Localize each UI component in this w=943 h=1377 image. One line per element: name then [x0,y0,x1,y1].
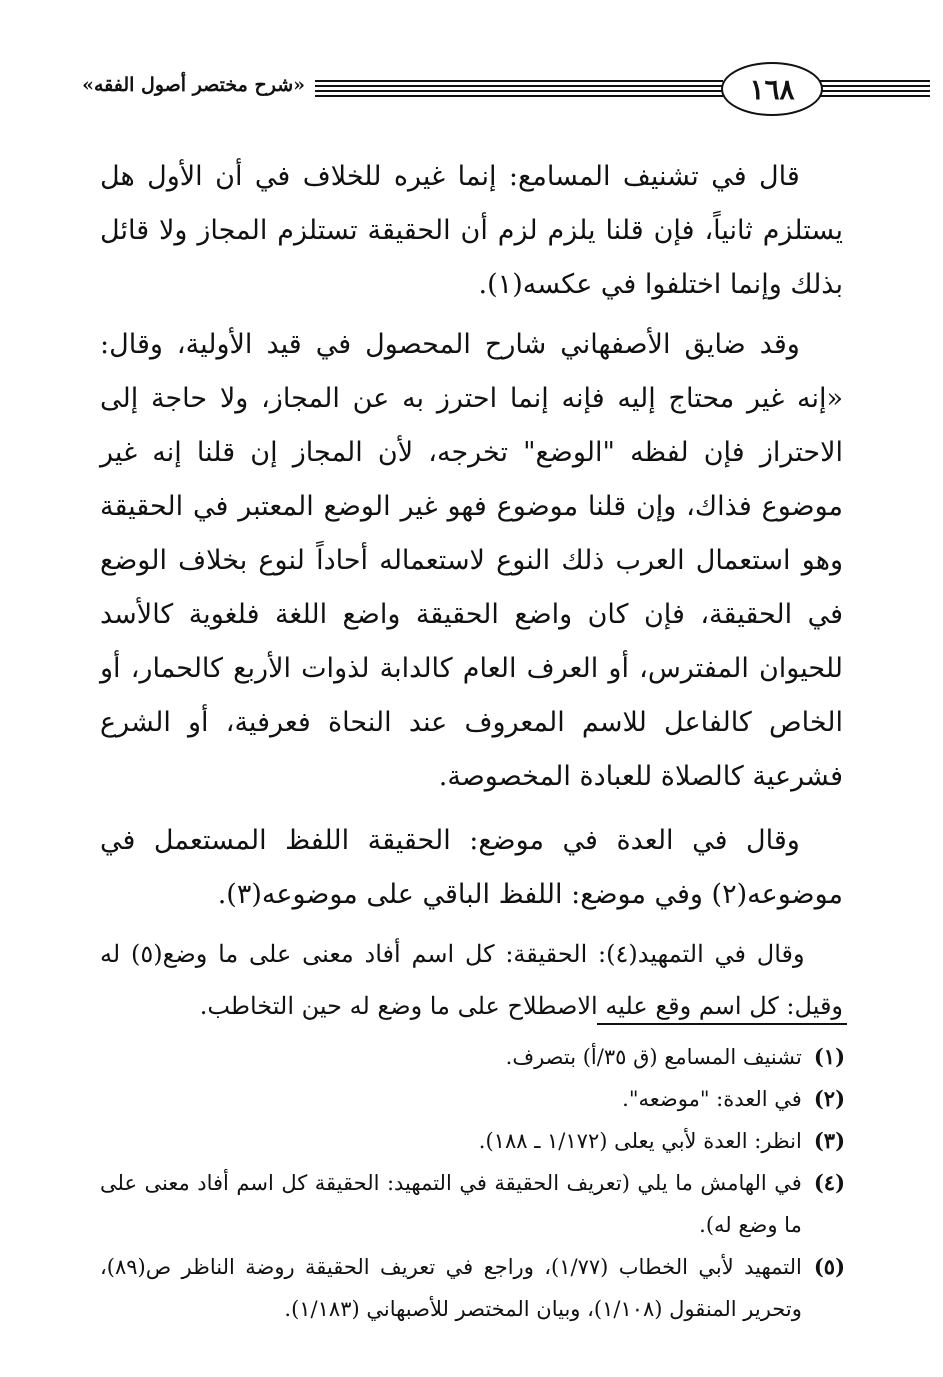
footnote [100,1162,845,1246]
page-header [82,58,850,128]
footnote-number: (٣) [813,1128,845,1153]
paragraph: وقال في العدة في موضع: الحقيقة اللفظ المستعمل في موضوعه(٢) وفي موضع: اللفظ الباقي على موضوعه(٣). [100,825,843,910]
footnote-number: (١) [813,1044,845,1069]
footnote-text: التمهيد لأبي الخطاب (١/٧٧)، وراجع في تعريف الحقيقة روضة الناظر ص(٨٩)، وتحرير المنقول (١/١٠٨)، وبيان المختصر للأصبهاني (١/١٨٣). [100,1255,802,1321]
paragraph: وقد ضايق الأصفهاني شارح المحصول في قيد الأولية، وقال: «إنه غير محتاج إليه فإنه إنما احترز به عن المجاز، ولا حاجة إلى الاحتراز فإن لفظه "الوضع" تخرجه، لأن المجاز إن قلنا إنه غير موضوع فذاك، وإن قلنا موضوع فهو غير الوضع المعتبر في الحقيقة وهو استعمال العرب ذلك النوع لاستعماله أحاداً لنوع بخلاف الوضع في الحقيقة، فإن كان واضع الحقيقة واضع اللغة فلغوية كالأسد للحيوان المفترس، أو العرف العام كالدابة لذوات الأربع كالحمار، أو الخاص كالفاعل للاسم المعروف عند النحاة فعرفية، أو الشرع فشرعية كالصلاة للعبادة المخصوصة. [100,329,843,792]
paragraph: قال في تشنيف المسامع: إنما غيره للخلاف في أن الأول هل يستلزم ثانياً، فإن قلنا يلزم لزم أن الحقيقة تستلزم المجاز ولا قائل بذلك وإنما اختلفوا في عكسه(١). [100,161,843,300]
footnote-text: تشنيف المسامع (ق ٣٥/أ) بتصرف. [505,1045,802,1069]
paragraph: وقال في التمهيد(٤): الحقيقة: كل اسم أفاد معنى على ما وضع(٥) له وقيل: كل اسم وقع عليه الاصطلاح على ما وضع له حين التخاطب. [100,940,843,1020]
footnote-number: (٥) [813,1254,845,1279]
footnote-text: في العدة: "موضعه". [622,1087,802,1111]
main-text [100,150,843,1042]
footnote [100,1078,845,1120]
book-title: «شرح مختصر أصول الفقه» [82,74,305,96]
footnote-number: (٢) [813,1086,845,1111]
footnote-separator [597,1023,847,1025]
footnote [100,1036,845,1078]
footnote-number: (٤) [813,1170,845,1195]
page-number: ١٦٨ [721,62,823,116]
footnote-text: انظر: العدة لأبي يعلى (١/١٧٢ ـ ١٨٨). [478,1129,802,1153]
footnote [100,1120,845,1162]
footnotes [100,1036,845,1330]
footnote [100,1246,845,1330]
footnote-text: في الهامش ما يلي (تعريف الحقيقة في التمهيد: الحقيقة كل اسم أفاد معنى على ما وضع له). [100,1171,802,1237]
